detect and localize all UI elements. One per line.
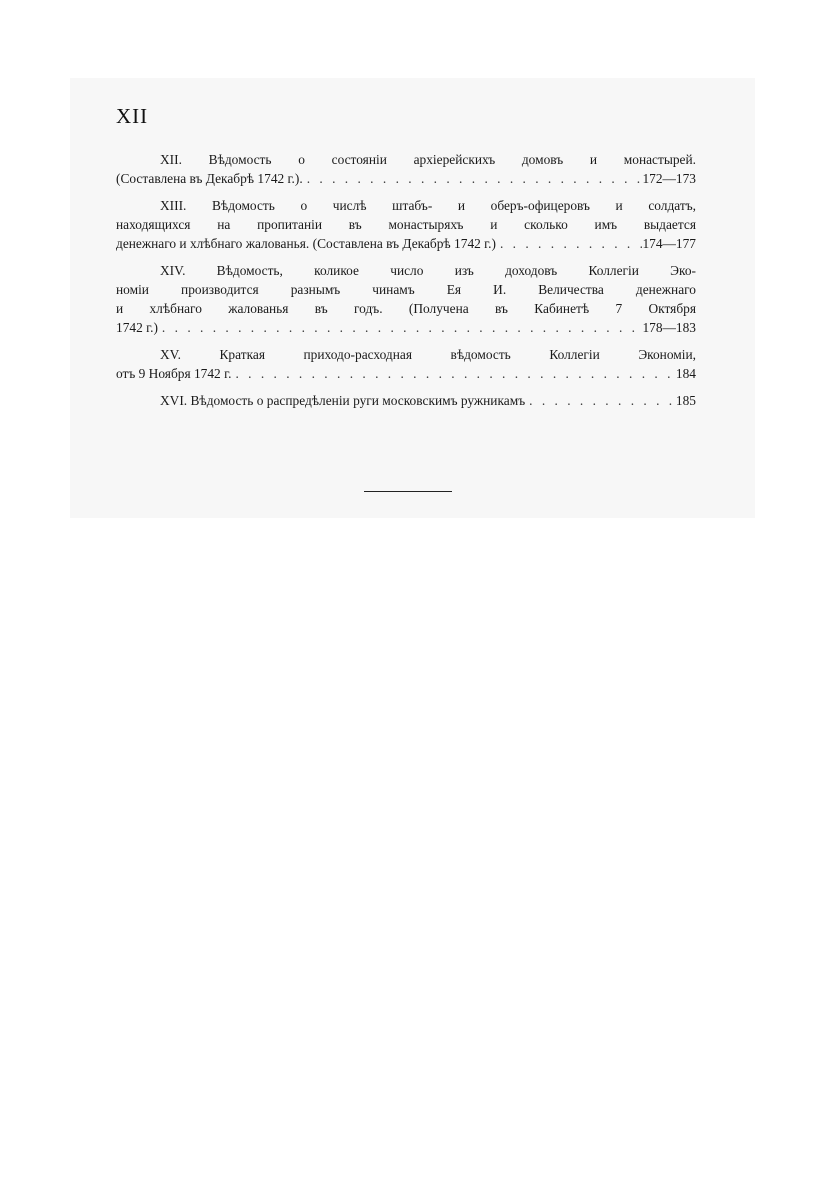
entry-title-line: XVI. Вѣдомость о распредѣленіи руги московскимъ ружникамъ	[160, 393, 526, 408]
entry-line	[116, 261, 696, 280]
page-number: XII	[116, 104, 149, 128]
entry-line	[116, 196, 696, 215]
toc-entry-xii	[116, 150, 696, 188]
dot-leader	[231, 364, 675, 383]
dot-leader	[496, 234, 642, 253]
entry-line	[116, 150, 696, 169]
entry-title-line: XIV. Вѣдомость, коликое число изъ доходовъ Коллегіи Эко-	[160, 263, 696, 278]
entry-title-line: XIII. Вѣдомость о числѣ штабъ- и оберъ-офицеровъ и солдатъ,	[160, 198, 696, 213]
entry-line-with-pages	[116, 318, 696, 337]
entry-pages: 174—177	[642, 236, 696, 251]
entry-line	[116, 215, 696, 234]
entry-line-with-pages	[116, 169, 696, 188]
entry-pages: 184	[675, 366, 696, 381]
entry-title-line: отъ 9 Ноября 1742 г.	[116, 366, 232, 381]
toc-entry-xiii	[116, 196, 696, 253]
closing-rule	[364, 491, 452, 492]
dot-leader	[158, 318, 643, 337]
entry-title-line: (Составлена въ Декабрѣ 1742 г.).	[116, 171, 303, 186]
entry-line	[116, 280, 696, 299]
toc-entry-xiv	[116, 261, 696, 337]
entry-line-with-pages	[116, 234, 696, 253]
entry-title-line: находящихся на пропитаніи въ монастыряхъ и сколько имъ выдается	[116, 217, 696, 232]
entry-pages: 172—173	[642, 171, 696, 186]
toc-entry-xv	[116, 345, 696, 383]
entry-line-with-pages	[116, 364, 696, 383]
entry-title-line: и хлѣбнаго жалованья въ годъ. (Получена въ Кабинетѣ 7 Октября	[116, 301, 696, 316]
dot-leader	[525, 391, 676, 410]
entry-line-with-pages	[116, 391, 696, 410]
entry-line	[116, 299, 696, 318]
entry-line	[116, 345, 696, 364]
entry-title-line: 1742 г.)	[116, 320, 158, 335]
table-of-contents	[116, 150, 696, 418]
entry-pages: 178—183	[642, 320, 696, 335]
entry-title-line: XII. Вѣдомость о состояніи архіерейскихъ домовъ и монастырей.	[160, 152, 696, 167]
entry-pages: 185	[675, 393, 696, 408]
entry-title-line: XV. Краткая приходо-расходная вѣдомость Коллегіи Экономіи,	[160, 347, 696, 362]
entry-title-line: номіи производится разнымъ чинамъ Ея И. Величества денежнаго	[116, 282, 696, 297]
dot-leader	[303, 169, 643, 188]
toc-entry-xvi	[116, 391, 696, 410]
entry-title-line: денежнаго и хлѣбнаго жалованья. (Составлена въ Декабрѣ 1742 г.)	[116, 236, 496, 251]
